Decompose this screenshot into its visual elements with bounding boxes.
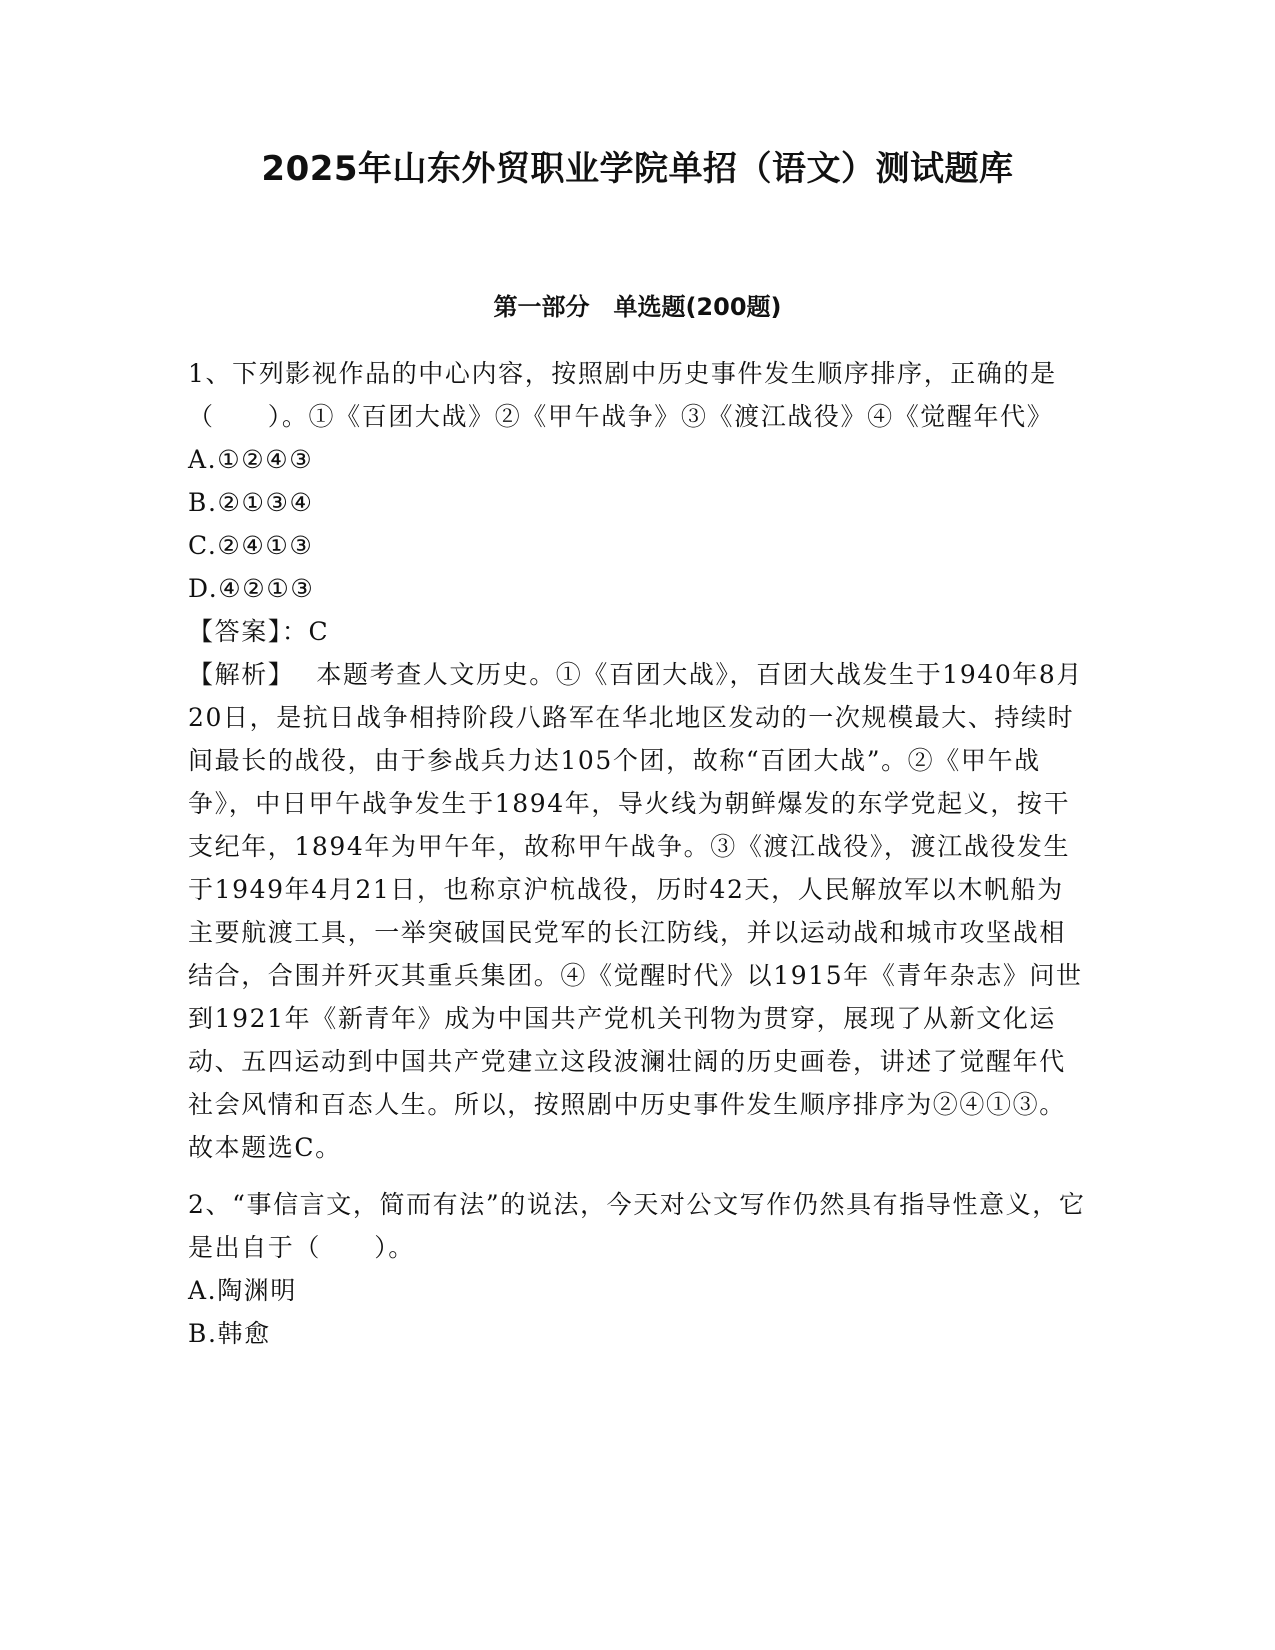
question-stem: 1、下列影视作品的中心内容，按照剧中历史事件发生顺序排序，正确的是（ ）。①《百团大战》②《甲午战争》③《渡江战役》④《觉醒年代》 [188, 359, 1057, 431]
option-d: D.④②①③ [188, 574, 315, 603]
option-a: A.①②④③ [188, 445, 314, 474]
answer-value: C [308, 617, 330, 646]
section-title: 第一部分 单选题(200题) [493, 293, 782, 321]
option-a: A.陶渊明 [188, 1276, 298, 1305]
answer-line [188, 610, 1088, 653]
question-1 [188, 352, 1088, 1169]
option-b: B.②①③④ [188, 488, 314, 517]
analysis-label: 【解析】 [188, 660, 295, 689]
document-title: 2025年山东外贸职业学院单招（语文）测试题库 [261, 149, 1014, 189]
question-2 [188, 1183, 1088, 1355]
option-c: C.②④①③ [188, 531, 314, 560]
question-stem: 2、“事信言文，简而有法”的说法，今天对公文写作仍然具有指导性意义，它是出自于（ ）。 [188, 1190, 1086, 1262]
question-list [188, 352, 1088, 1355]
answer-label: 【答案】： [188, 617, 309, 646]
option-b: B.韩愈 [188, 1319, 271, 1348]
analysis-paragraph [188, 653, 1088, 1169]
analysis-text: 本题考查人文历史。①《百团大战》，百团大战发生于1940年8月20日，是抗日战争相持阶段八路军在华北地区发动的一次规模最大、持续时间最长的战役，由于参战兵力达105个团，故称“百团大战”。②《甲午战争》，中日甲午战争发生于1894年，导火线为朝鲜爆发的东学党起义，按干支纪年，1894年为甲午年，故称甲午战争。③《渡江战役》，渡江战役发生于1949年4月21日，也称京沪杭战役，历时42天，人民解放军以木帆船为主要航渡工具，一举突破国民党军的长江防线，并以运动战和城市攻坚战相结合，合围并歼灭其重兵集团。④《觉醒时代》以1915年《青年杂志》问世到1921年《新青年》成为中国共产党机关刊物为贯穿，展现了从新文化运动、五四运动到中国共产党建立这段波澜壮阔的历史画卷，讲述了觉醒年代社会风情和百态人生。所以，按照剧中历史事件发生顺序排序为②④①③。故本题选C。 [188, 660, 1084, 1162]
